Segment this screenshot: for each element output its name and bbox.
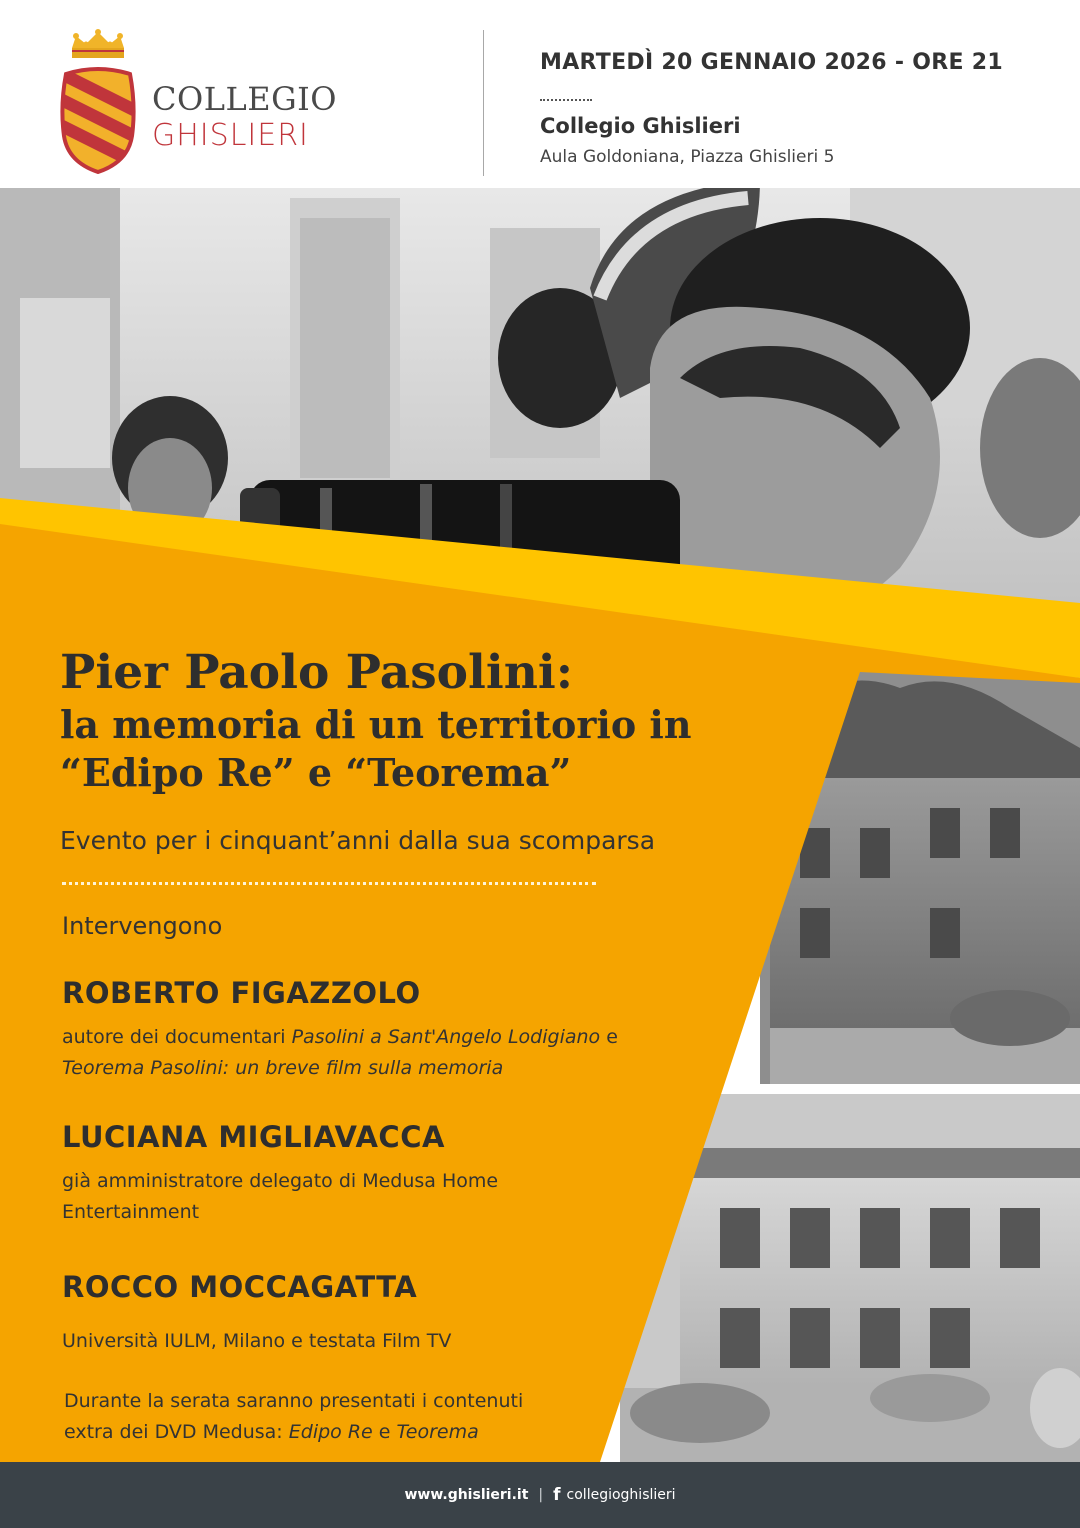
footer-separator: | (538, 1487, 544, 1503)
speaker-desc-text: Università IULM, Milano e testata Film TV (62, 1330, 452, 1352)
event-date: MARTEDÌ 20 GENNAIO 2026 - ORE 21 (540, 50, 1003, 75)
title-line-2: la memoria di un territorio in (60, 702, 692, 747)
logo-text-ghislieri: GHISLIERI (152, 118, 309, 153)
logo-text-collegio: COLLEGIO (152, 80, 338, 118)
event-title (60, 645, 780, 797)
header-divider (483, 30, 484, 176)
event-venue: Collegio Ghislieri (540, 114, 741, 138)
event-subtitle: Evento per i cinquant’anni dalla sua scomparsa (60, 826, 656, 855)
facebook-icon[interactable]: f (553, 1485, 561, 1505)
dotted-separator-main (62, 882, 596, 885)
header (0, 0, 1080, 188)
title-line-3: “Edipo Re” e “Teorema” (60, 750, 572, 795)
dotted-separator (540, 99, 592, 101)
website-link[interactable]: www.ghislieri.it (404, 1487, 529, 1503)
speaker-description (62, 1326, 762, 1357)
speaker-desc-text: già amministratore delegato di Medusa Home (62, 1170, 499, 1192)
speaker-name: ROCCO MOCCAGATTA (62, 1270, 418, 1304)
closing-text: e (372, 1421, 397, 1443)
speaker-description (62, 1166, 762, 1228)
shield-icon (58, 66, 138, 174)
speaker-desc-text: e (600, 1026, 618, 1048)
closing-text: Durante la serata saranno presentati i contenuti (64, 1390, 524, 1412)
footer (0, 1462, 1080, 1528)
speaker-desc-italic: Teorema Pasolini: un breve film sulla memoria (62, 1057, 504, 1079)
title-line-1: Pier Paolo Pasolini: (60, 645, 574, 700)
speaker-description (62, 1022, 762, 1084)
speakers-label: Intervengono (62, 912, 223, 940)
closing-note (64, 1386, 624, 1448)
closing-italic: Teorema (396, 1421, 479, 1443)
speaker-name: ROBERTO FIGAZZOLO (62, 976, 421, 1010)
speaker-desc-text: Entertainment (62, 1201, 200, 1223)
crown-icon (66, 28, 130, 64)
closing-text: extra dei DVD Medusa: (64, 1421, 289, 1443)
closing-italic: Edipo Re (288, 1421, 373, 1443)
speaker-desc-text: autore dei documentari (62, 1026, 292, 1048)
social-handle[interactable]: collegioghislieri (566, 1487, 676, 1503)
speaker-name: LUCIANA MIGLIAVACCA (62, 1120, 445, 1154)
event-address: Aula Goldoniana, Piazza Ghislieri 5 (540, 147, 835, 167)
speaker-desc-italic: Pasolini a Sant'Angelo Lodigiano (291, 1026, 601, 1048)
